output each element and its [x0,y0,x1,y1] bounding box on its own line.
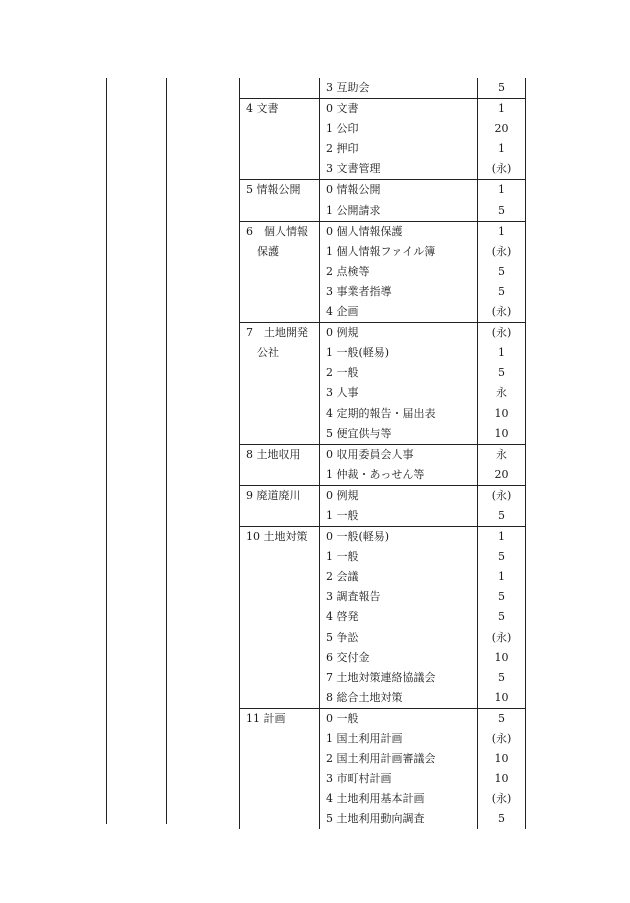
section-title-line: 保護 [246,244,279,258]
section-title-cell [240,78,320,99]
item-cell [320,465,478,486]
item-number: 2 [326,752,333,766]
item-number: 1 [326,550,333,564]
table-row [240,78,526,99]
retention-period-cell: 5 [478,262,526,282]
item-name: 一般 [336,366,359,380]
item-cell [320,688,478,709]
retention-period-cell: 10 [478,648,526,668]
section-title-cell [240,527,320,709]
item-name: 一般 [336,711,359,725]
item-number: 8 [326,690,333,704]
item-cell [320,404,478,424]
item-name: 個人情報保護 [336,224,403,238]
item-cell [320,628,478,648]
section-title-cell [240,444,320,485]
item-cell [320,302,478,323]
item-number: 4 [326,406,333,420]
item-name: 争訟 [336,630,359,644]
retention-period-cell: 20 [478,119,526,139]
item-name: 点検等 [336,264,370,278]
item-number: 6 [326,650,333,664]
item-number: 1 [326,732,333,745]
retention-period-cell: 1 [478,567,526,587]
item-name: 情報公開 [336,183,381,197]
item-cell [320,444,478,465]
item-name: 定期的報告・届出表 [336,406,436,420]
item-name: 企画 [336,305,359,319]
outer-column-rule-2 [166,78,167,824]
retention-period-cell: 10 [478,749,526,769]
item-name: 土地対策連絡協議会 [336,670,436,684]
item-number: 0 [326,326,333,340]
retention-period-cell: 20 [478,465,526,486]
section-title-cell [240,323,320,445]
item-number: 4 [326,610,333,624]
item-cell [320,383,478,403]
item-name: 便宜供与等 [336,426,392,440]
item-cell [320,201,478,222]
item-cell [320,159,478,180]
item-cell [320,527,478,548]
item-cell [320,648,478,668]
retention-period-cell: 10 [478,688,526,709]
retention-period-cell: (永) [478,159,526,180]
item-number: 5 [326,426,333,440]
item-name: 例規 [336,326,359,340]
retention-table [239,78,526,829]
item-number: 3 [326,590,333,604]
section-title-cell [240,485,320,526]
outer-column-rule-1 [106,78,107,824]
item-name: 国土利用計画審議会 [336,752,436,766]
item-name: 互助会 [336,81,370,94]
item-cell [320,668,478,688]
section-title-line: 9 廃道廃川 [246,488,301,502]
retention-period-cell: 5 [478,506,526,527]
table-row [240,708,526,729]
retention-period-cell: 1 [478,527,526,548]
section-title-line: 公社 [246,346,279,360]
item-name: 総合土地対策 [336,690,403,704]
retention-period-cell: 1 [478,343,526,363]
item-cell [320,282,478,302]
item-number: 1 [326,122,333,136]
section-title-line: 7 土地開発 [246,326,308,340]
item-cell [320,99,478,120]
item-number: 0 [326,488,333,502]
section-title-line: 8 土地収用 [246,447,301,461]
item-number: 5 [326,630,333,644]
item-name: 公印 [336,122,359,136]
retention-period-cell: 1 [478,99,526,120]
item-cell [320,567,478,587]
item-number: 0 [326,183,333,197]
item-number: 0 [326,711,333,725]
retention-period-cell: (永) [478,302,526,323]
item-name: 収用委員会人事 [336,447,414,461]
item-name: 市町村計画 [336,772,392,786]
retention-period-cell: 5 [478,78,526,99]
retention-period-cell: (永) [478,789,526,809]
item-name: 押印 [336,142,359,156]
item-cell [320,769,478,789]
item-name: 土地利用基本計画 [336,792,425,806]
item-cell [320,749,478,769]
item-number: 0 [326,530,333,544]
item-name: 交付金 [336,650,370,664]
item-number: 7 [326,670,333,684]
section-title-cell [240,708,320,829]
item-number: 3 [326,386,333,400]
item-number: 3 [326,772,333,786]
retention-period-cell: 1 [478,139,526,159]
table-row [240,485,526,506]
table-row [240,180,526,201]
item-cell [320,809,478,829]
item-number: 1 [326,508,333,522]
retention-period-cell: 5 [478,547,526,567]
item-name: 一般 [336,508,359,522]
item-name: 一般 [336,550,359,564]
item-number: 4 [326,792,333,806]
retention-period-cell: 10 [478,424,526,445]
item-number: 1 [326,203,333,217]
section-title-line: 4 文書 [246,102,279,116]
item-name: 個人情報ファイル簿 [336,244,436,258]
table-row [240,99,526,120]
item-name: 事業者指導 [336,284,392,298]
item-cell [320,242,478,262]
item-number: 0 [326,102,333,116]
item-cell [320,343,478,363]
item-number: 1 [326,346,333,360]
section-title-cell [240,180,320,221]
retention-period-cell: 5 [478,282,526,302]
item-name: 土地利用動向調査 [336,812,425,826]
item-number: 3 [326,81,333,94]
section-title-line: 11 計画 [246,711,286,725]
item-name: 仲裁・あっせん等 [336,467,425,481]
table-row [240,527,526,548]
section-title-line: 6 個人情報 [246,224,308,238]
item-cell [320,587,478,607]
retention-period-cell: (永) [478,323,526,344]
section-title-line: 5 情報公開 [246,183,301,197]
item-cell [320,262,478,282]
item-name: 文書 [336,102,359,116]
retention-period-cell: (永) [478,242,526,262]
retention-period-cell: 1 [478,180,526,201]
item-name: 啓発 [336,610,359,624]
item-cell [320,547,478,567]
item-number: 2 [326,570,333,584]
item-cell [320,323,478,344]
item-number: 2 [326,264,333,278]
retention-period-cell: 5 [478,809,526,829]
item-number: 2 [326,142,333,156]
retention-period-cell: 永 [478,444,526,465]
item-cell [320,485,478,506]
item-cell [320,607,478,627]
item-cell [320,139,478,159]
retention-period-cell: 5 [478,668,526,688]
retention-period-cell: 5 [478,607,526,627]
item-number: 1 [326,244,333,258]
item-cell [320,506,478,527]
item-cell [320,729,478,749]
item-cell [320,363,478,383]
retention-period-cell: (永) [478,628,526,648]
table-row [240,323,526,344]
item-number: 0 [326,447,333,461]
retention-period-cell: 5 [478,363,526,383]
item-name: 文書管理 [336,162,381,176]
retention-period-cell: 10 [478,769,526,789]
item-number: 4 [326,305,333,319]
item-cell [320,789,478,809]
retention-period-cell: 5 [478,708,526,729]
item-cell [320,221,478,242]
item-number: 5 [326,812,333,826]
retention-period-cell: 5 [478,201,526,222]
item-name: 調査報告 [336,590,381,604]
table-row [240,221,526,242]
item-cell [320,119,478,139]
retention-period-cell: 永 [478,383,526,403]
retention-period-cell: 5 [478,587,526,607]
table-row [240,444,526,465]
item-number: 0 [326,224,333,238]
item-name: 会議 [336,570,359,584]
item-name: 国土利用計画 [336,732,403,745]
item-name: 一般(軽易) [336,346,390,360]
item-number: 3 [326,284,333,298]
item-name: 人事 [336,386,359,400]
item-cell [320,78,478,99]
item-cell [320,180,478,201]
retention-period-cell: (永) [478,729,526,749]
item-number: 3 [326,162,333,176]
item-name: 例規 [336,488,359,502]
retention-period-cell: 10 [478,404,526,424]
item-name: 一般(軽易) [336,530,390,544]
section-title-line: 10 土地対策 [246,530,308,544]
section-title-cell [240,221,320,322]
section-title-cell [240,99,320,180]
item-cell [320,708,478,729]
item-number: 2 [326,366,333,380]
item-name: 公開請求 [336,203,381,217]
retention-period-cell: 1 [478,221,526,242]
item-cell [320,424,478,445]
retention-table-body [240,78,526,829]
retention-period-cell: (永) [478,485,526,506]
item-number: 1 [326,467,333,481]
